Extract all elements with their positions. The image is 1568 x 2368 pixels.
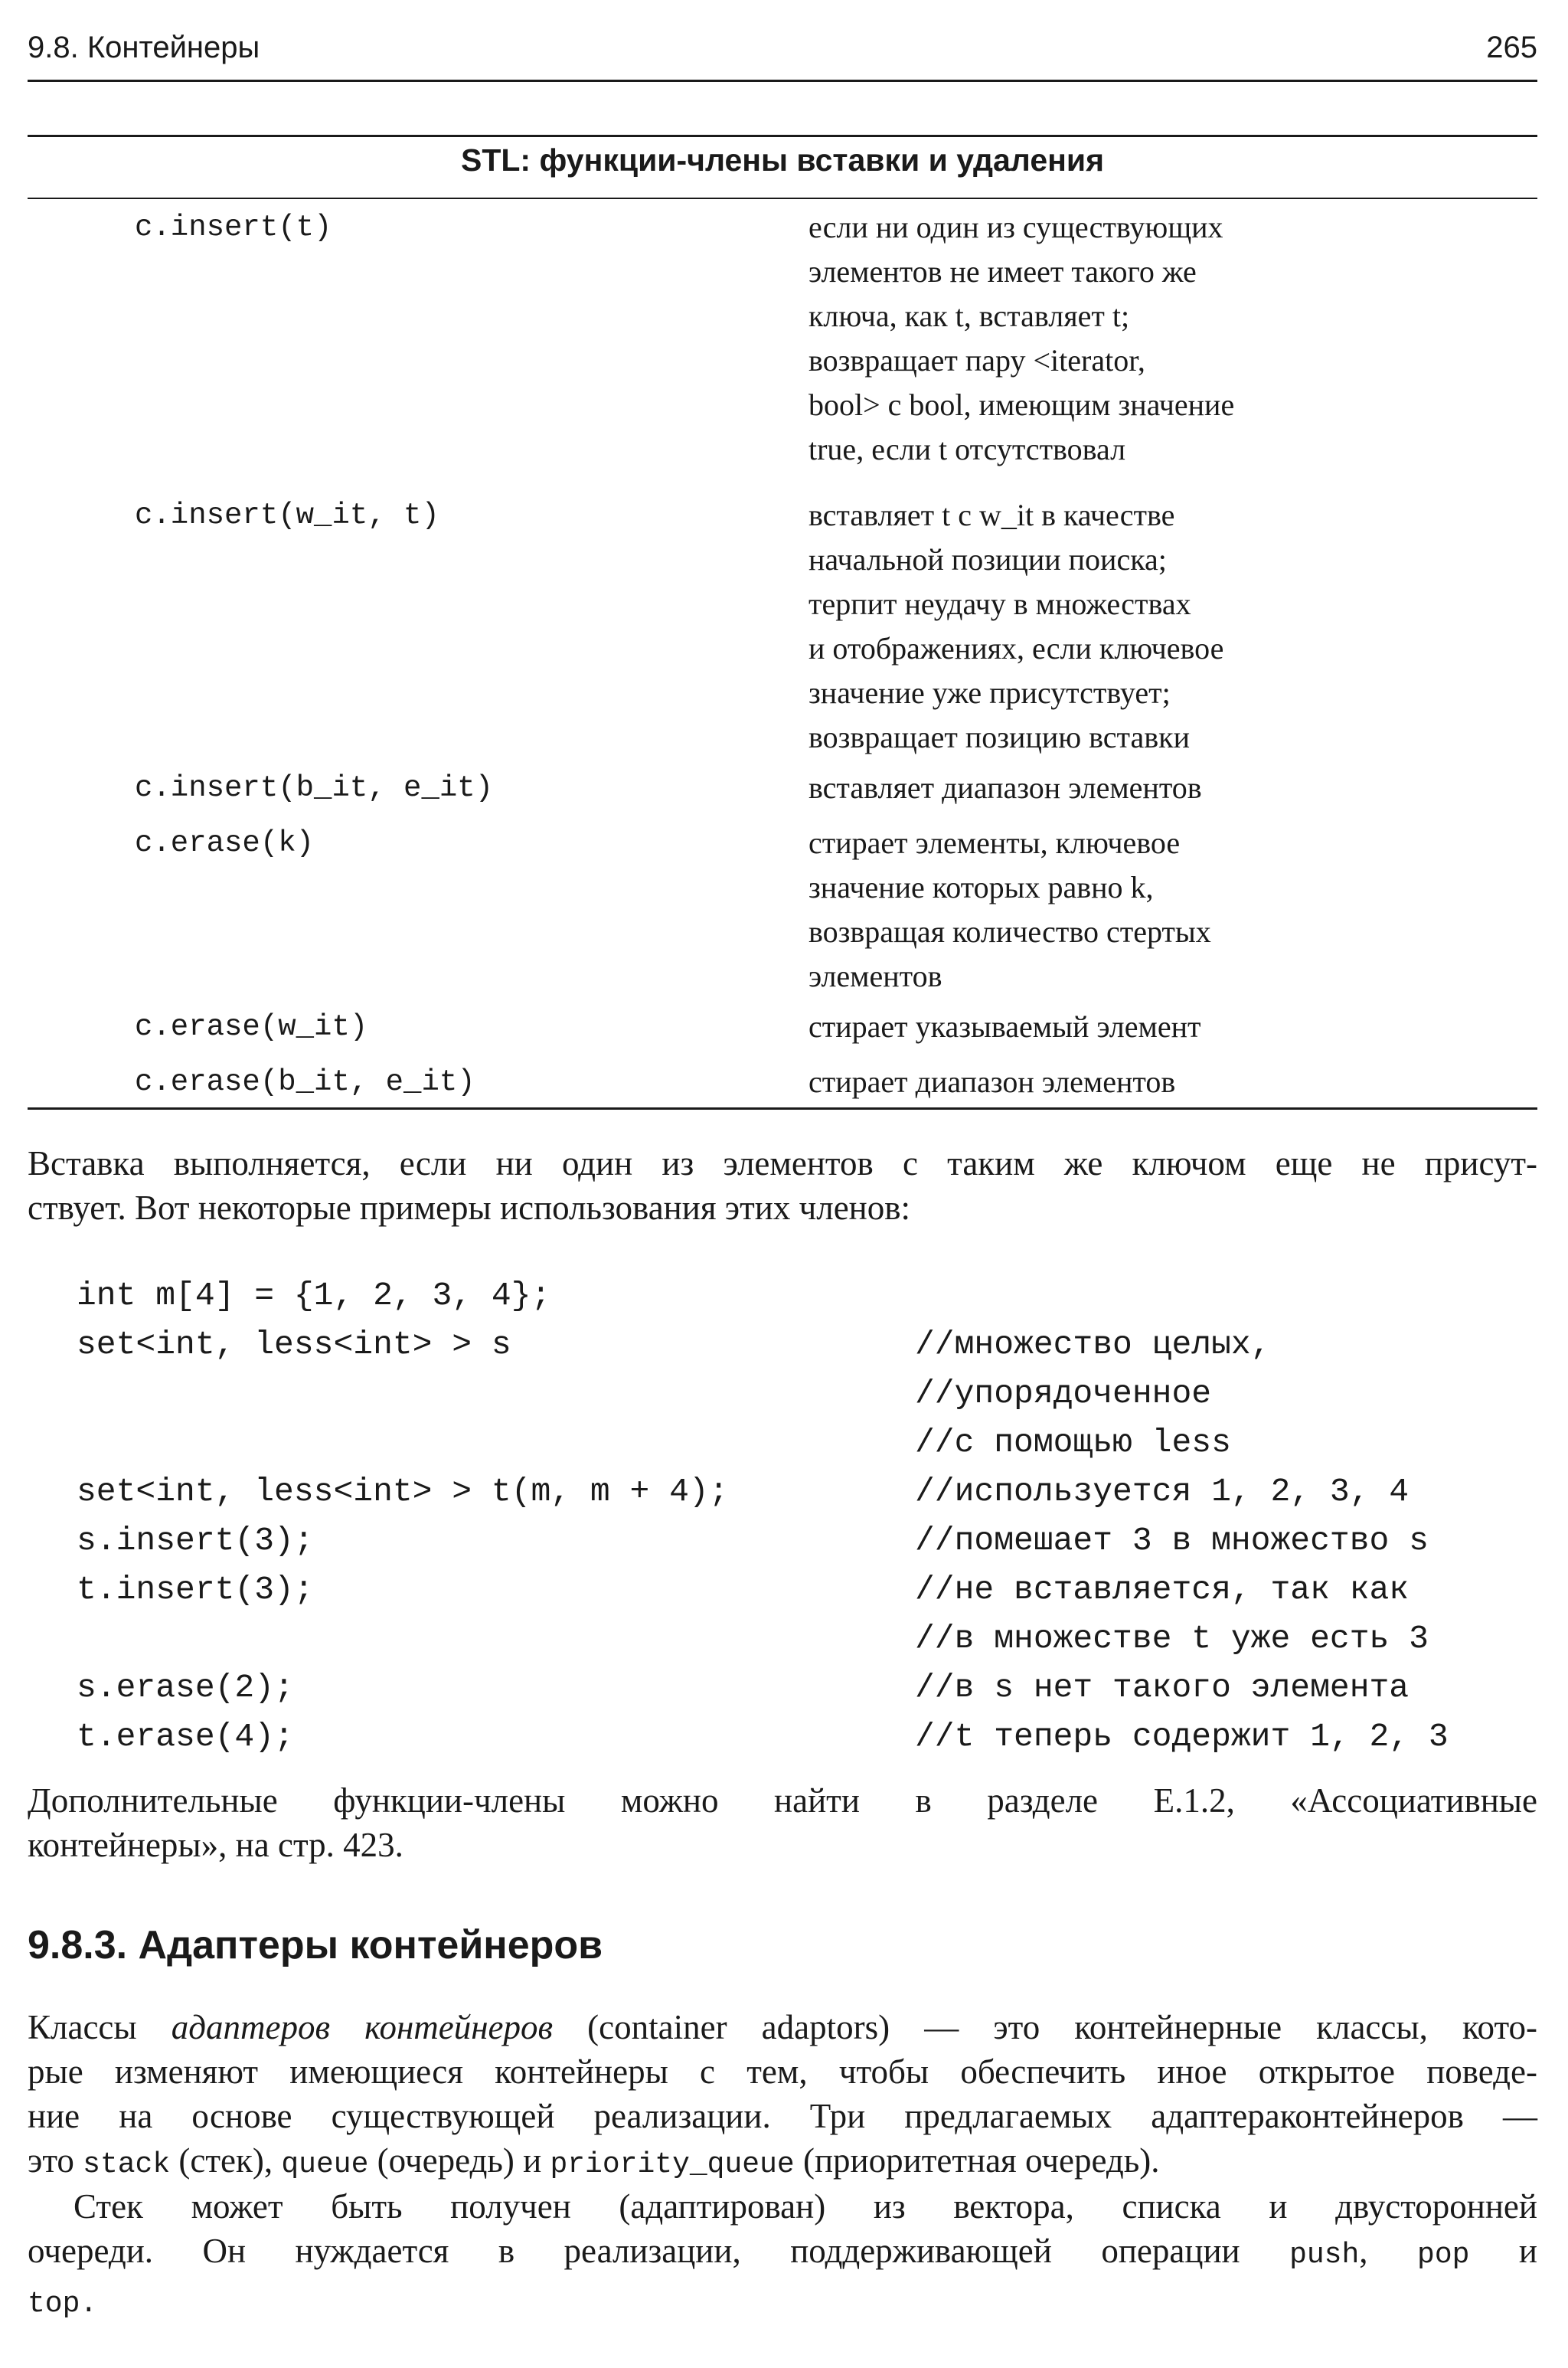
text-line <box>28 2278 1537 2327</box>
code-line <box>77 1320 1537 1369</box>
code-statement: set<int, less<int> > t(m, m + 4); <box>77 1473 729 1510</box>
description-line: элементов не имеет такого же <box>808 254 1197 289</box>
paragraph-adaptors <box>28 2005 1537 2187</box>
description-line: значение уже присутствует; <box>808 675 1171 710</box>
table-header-rule <box>28 198 1537 199</box>
description-line: стирает элементы, ключевое <box>808 826 1181 860</box>
code-comment: //используется 1, 2, 3, 4 <box>915 1473 1410 1510</box>
description-line: возвращая количество стертых <box>808 914 1211 949</box>
code-statement: set<int, less<int> > s <box>77 1326 511 1363</box>
code-statement: s.insert(3); <box>77 1522 314 1559</box>
code-line <box>77 1565 1537 1614</box>
code-statement: int m[4] = {1, 2, 3, 4}; <box>77 1277 551 1314</box>
code-push: push <box>1289 2239 1360 2272</box>
code-statement: t.erase(4); <box>77 1718 294 1755</box>
function-description <box>808 493 1482 760</box>
code-line <box>77 1418 1537 1467</box>
description-line: начальной позиции поиска; <box>808 542 1167 577</box>
code-line <box>77 1516 1537 1565</box>
running-header <box>28 31 1537 78</box>
page-number: 265 <box>1486 31 1537 64</box>
description-line: стирает указываемый элемент <box>808 1009 1201 1044</box>
description-line: возвращает позицию вставки <box>808 720 1191 754</box>
function-description <box>808 1060 1482 1104</box>
text-line: контейнеры», на стр. 423. <box>28 1826 403 1864</box>
function-description <box>808 766 1482 810</box>
code-statement: s.erase(2); <box>77 1669 294 1706</box>
text-line: это stack (стек), queue (очередь) и priority_queue (приоритетная очередь). <box>28 2141 1160 2181</box>
text-line: Вставка выполняется, если ни один из элементов с таким же ключом еще не присут- <box>28 1144 1537 1182</box>
function-signature: c.insert(w_it, t) <box>135 499 439 532</box>
description-line: стирает диапазон элементов <box>808 1065 1176 1099</box>
code-stack: stack <box>83 2148 171 2181</box>
description-line: вставляет диапазон элементов <box>808 770 1202 805</box>
text-line: Классы адаптеров контейнеров (container adaptors) — это контейнерные классы, кото- <box>28 2008 1538 2046</box>
text-line: очереди. Он нуждается в реализации, поддерживающей операции push, pop и <box>28 2232 1537 2272</box>
code-comment: //t теперь содержит 1, 2, 3 <box>915 1718 1449 1755</box>
code-comment: //в s нет такого элемента <box>915 1669 1410 1706</box>
paragraph-intro <box>28 1141 1537 1230</box>
function-signature: c.insert(b_it, e_it) <box>135 771 494 805</box>
code-queue: queue <box>281 2148 369 2181</box>
text-line: Дополнительные функции-члены можно найти в разделе E.1.2, «Ассоциативные <box>28 1781 1537 1820</box>
text-line: Стек может быть получен (адаптирован) из вектора, списка и двусторонней <box>74 2187 1537 2226</box>
code-example <box>77 1271 1537 1761</box>
description-line: терпит неудачу в множествах <box>808 587 1191 621</box>
code-comment: //в множестве t уже есть 3 <box>915 1620 1429 1657</box>
header-rule <box>28 80 1537 82</box>
code-line <box>77 1271 1537 1320</box>
description-line: возвращает пару <iterator, <box>808 343 1145 378</box>
description-line: значение которых равно k, <box>808 870 1154 904</box>
code-line <box>77 1467 1537 1516</box>
description-line: и отображениях, если ключевое <box>808 631 1224 666</box>
text-line: ствует. Вот некоторые примеры использования этих членов: <box>28 1189 910 1227</box>
code-line <box>77 1712 1537 1761</box>
paragraph-stack <box>28 2184 1537 2327</box>
text-line: рые изменяют имеющиеся контейнеры с тем, чтобы обеспечить иное открытое поведе- <box>28 2052 1537 2091</box>
function-signature: c.erase(w_it) <box>135 1010 368 1044</box>
code-line <box>77 1663 1537 1712</box>
text-line: ние на основе существующей реализации. Три предлагаемых адаптераконтейнеров — <box>28 2097 1537 2135</box>
table-top-rule <box>28 135 1537 137</box>
description-line: bool> c bool, имеющим значение <box>808 388 1235 422</box>
function-description <box>808 205 1482 472</box>
code-comment: //помешает 3 в множество s <box>915 1522 1429 1559</box>
function-signature: c.insert(t) <box>135 211 332 244</box>
code-priority-queue: priority_queue <box>550 2148 795 2181</box>
code-comment: //не вставляется, так как <box>915 1571 1410 1608</box>
code-comment: //упорядоченное <box>915 1375 1212 1412</box>
function-description <box>808 821 1482 999</box>
code-line <box>77 1614 1537 1663</box>
description-line: вставляет t c w_it в качестве <box>808 498 1175 532</box>
code-comment: //множество целых, <box>915 1326 1271 1363</box>
table-title: STL: функции-члены вставки и удаления <box>460 142 1105 178</box>
table-bottom-rule <box>28 1107 1537 1110</box>
emphasis: адаптеров контейнеров <box>171 2008 554 2046</box>
description-line: элементов <box>808 959 942 993</box>
code-top: top. <box>28 2288 98 2321</box>
section-heading: 9.8.3. Адаптеры контейнеров <box>28 1923 603 1967</box>
paragraph-see-also <box>28 1778 1537 1867</box>
section-title: 9.8. Контейнеры <box>28 31 260 64</box>
function-signature: c.erase(k) <box>135 826 315 860</box>
code-pop: pop <box>1417 2239 1470 2272</box>
function-description <box>808 1005 1482 1049</box>
description-line: если ни один из существующих <box>808 210 1223 244</box>
code-line <box>77 1369 1537 1418</box>
description-line: ключа, как t, вставляет t; <box>808 299 1130 333</box>
code-statement: t.insert(3); <box>77 1571 314 1608</box>
function-signature: c.erase(b_it, e_it) <box>135 1065 475 1099</box>
code-comment: //с помощью less <box>915 1424 1231 1461</box>
description-line: true, если t отсутствовал <box>808 432 1126 466</box>
